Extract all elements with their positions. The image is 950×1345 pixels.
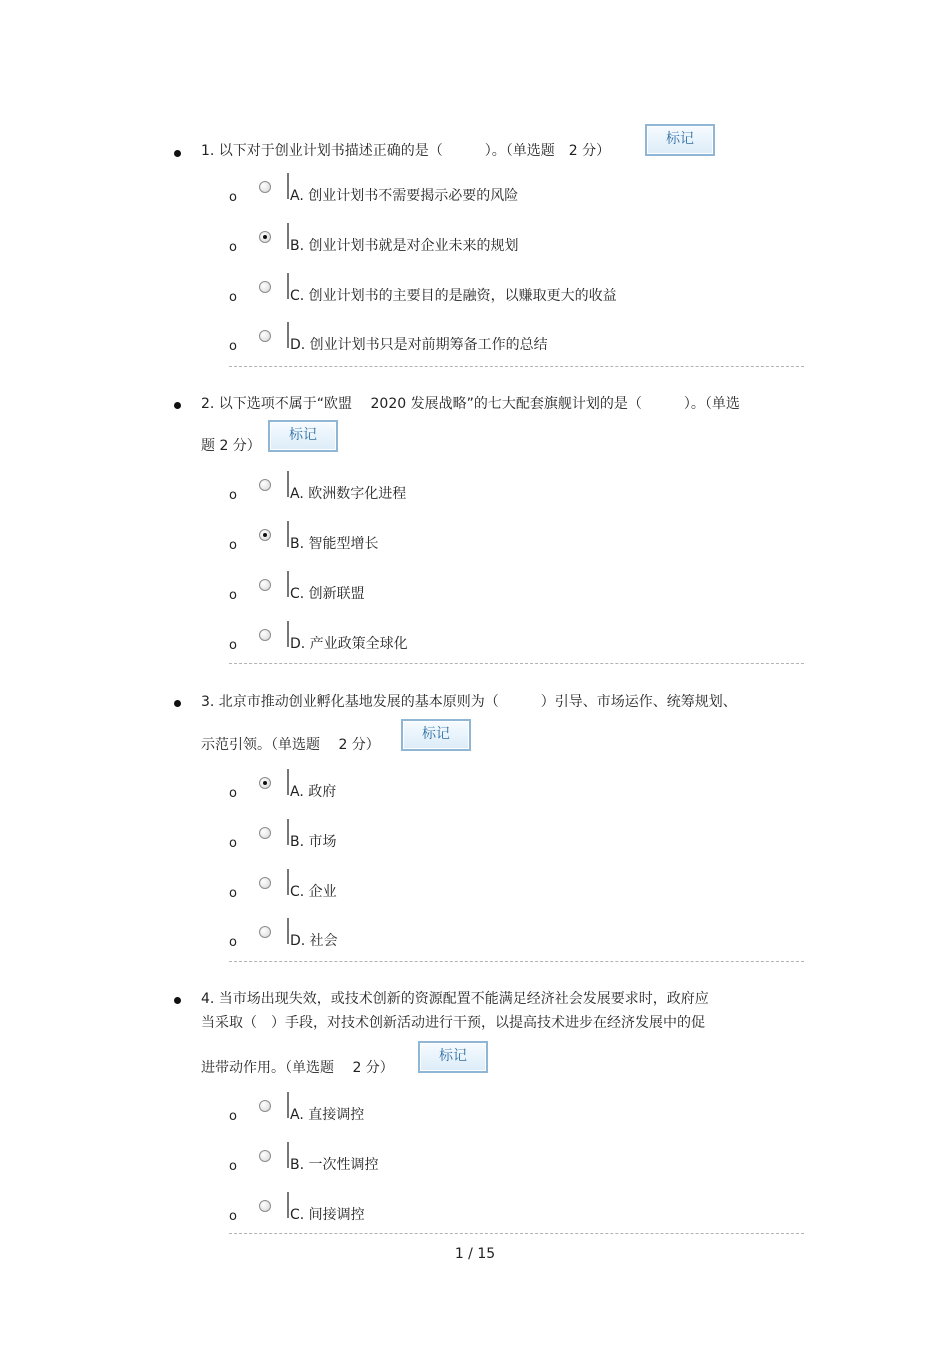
option-label: C. 企业 xyxy=(290,884,337,900)
option-label: A. 创业计划书不需要揭示必要的风险 xyxy=(290,188,519,204)
option-label: D. 社会 xyxy=(290,933,338,949)
option-label: A. 政府 xyxy=(290,784,337,800)
separator xyxy=(229,366,804,367)
divider xyxy=(287,1092,289,1118)
option-label: C. 间接调控 xyxy=(290,1207,365,1223)
question-text: 进带动作用。（单选题 2 分） xyxy=(201,1060,394,1076)
radio-button[interactable] xyxy=(259,281,271,293)
radio-button[interactable] xyxy=(259,629,271,641)
list-marker: o xyxy=(229,886,237,901)
option-c[interactable] xyxy=(0,877,950,907)
bullet-icon xyxy=(174,997,181,1004)
divider xyxy=(287,273,289,299)
radio-button-checked[interactable] xyxy=(259,529,271,541)
option-c[interactable] xyxy=(0,579,950,609)
bullet-icon xyxy=(174,150,181,157)
option-label: A. 欧洲数字化进程 xyxy=(290,486,407,502)
separator xyxy=(229,663,804,664)
radio-button[interactable] xyxy=(259,877,271,889)
mark-button[interactable]: 标记 xyxy=(268,420,338,452)
list-marker: o xyxy=(229,836,237,851)
option-d[interactable] xyxy=(0,330,950,360)
option-a[interactable] xyxy=(0,1100,950,1130)
option-label: C. 创新联盟 xyxy=(290,586,365,602)
list-marker: o xyxy=(229,190,237,205)
question-text: 示范引领。（单选题 2 分） xyxy=(201,737,380,753)
radio-button[interactable] xyxy=(259,579,271,591)
option-a[interactable] xyxy=(0,479,950,509)
radio-button[interactable] xyxy=(259,1200,271,1212)
radio-button[interactable] xyxy=(259,479,271,491)
option-label: B. 智能型增长 xyxy=(290,536,379,552)
radio-button[interactable] xyxy=(259,1150,271,1162)
option-label: C. 创业计划书的主要目的是融资，以赚取更大的收益 xyxy=(290,288,617,304)
question-text: 1. 以下对于创业计划书描述正确的是（ ）。（单选题 2 分） xyxy=(201,143,611,159)
option-d[interactable] xyxy=(0,629,950,659)
list-marker: o xyxy=(229,786,237,801)
radio-button[interactable] xyxy=(259,926,271,938)
option-b[interactable] xyxy=(0,1150,950,1180)
option-label: D. 产业政策全球化 xyxy=(290,636,408,652)
radio-button[interactable] xyxy=(259,181,271,193)
radio-button-checked[interactable] xyxy=(259,231,271,243)
option-b[interactable] xyxy=(0,827,950,857)
list-marker: o xyxy=(229,290,237,305)
divider xyxy=(287,869,289,895)
divider xyxy=(287,571,289,597)
mark-button[interactable]: 标记 xyxy=(418,1041,488,1073)
separator xyxy=(229,1233,804,1234)
option-b[interactable] xyxy=(0,231,950,261)
question-text: 2. 以下选项不属于“欧盟 2020 发展战略”的七大配套旗舰计划的是（ ）。（单选 xyxy=(201,396,740,412)
page-indicator: 1 / 15 xyxy=(454,1246,496,1262)
list-marker: o xyxy=(229,588,237,603)
option-label: B. 创业计划书就是对企业未来的规划 xyxy=(290,238,519,254)
option-a[interactable] xyxy=(0,181,950,211)
radio-button-checked[interactable] xyxy=(259,777,271,789)
list-marker: o xyxy=(229,935,237,950)
list-marker: o xyxy=(229,1109,237,1124)
divider xyxy=(287,223,289,249)
question-text: 题 2 分） xyxy=(201,438,261,454)
separator xyxy=(229,961,804,962)
divider xyxy=(287,621,289,647)
divider xyxy=(287,769,289,795)
mark-button[interactable]: 标记 xyxy=(401,719,471,751)
radio-button[interactable] xyxy=(259,330,271,342)
divider xyxy=(287,1142,289,1168)
divider xyxy=(287,471,289,497)
option-label: A. 直接调控 xyxy=(290,1107,365,1123)
option-b[interactable] xyxy=(0,529,950,559)
bullet-icon xyxy=(174,402,181,409)
option-c[interactable] xyxy=(0,1200,950,1230)
option-d[interactable] xyxy=(0,926,950,956)
mark-button[interactable]: 标记 xyxy=(645,124,715,156)
option-c[interactable] xyxy=(0,281,950,311)
divider xyxy=(287,918,289,944)
divider xyxy=(287,322,289,348)
list-marker: o xyxy=(229,638,237,653)
divider xyxy=(287,521,289,547)
option-label: B. 一次性调控 xyxy=(290,1157,379,1173)
list-marker: o xyxy=(229,1209,237,1224)
list-marker: o xyxy=(229,488,237,503)
question-text: 当采取（ ）手段，对技术创新活动进行干预，以提高技术进步在经济发展中的促 xyxy=(201,1015,705,1031)
question-text: 4. 当市场出现失效，或技术创新的资源配置不能满足经济社会发展要求时，政府应 xyxy=(201,991,709,1007)
radio-button[interactable] xyxy=(259,827,271,839)
question-text: 3. 北京市推动创业孵化基地发展的基本原则为（ ）引导、市场运作、统筹规划、 xyxy=(201,694,737,710)
divider xyxy=(287,1192,289,1218)
bullet-icon xyxy=(174,700,181,707)
list-marker: o xyxy=(229,339,237,354)
list-marker: o xyxy=(229,1159,237,1174)
option-label: D. 创业计划书只是对前期筹备工作的总结 xyxy=(290,337,548,353)
option-a[interactable] xyxy=(0,777,950,807)
list-marker: o xyxy=(229,240,237,255)
divider xyxy=(287,173,289,199)
list-marker: o xyxy=(229,538,237,553)
option-label: B. 市场 xyxy=(290,834,337,850)
radio-button[interactable] xyxy=(259,1100,271,1112)
divider xyxy=(287,819,289,845)
